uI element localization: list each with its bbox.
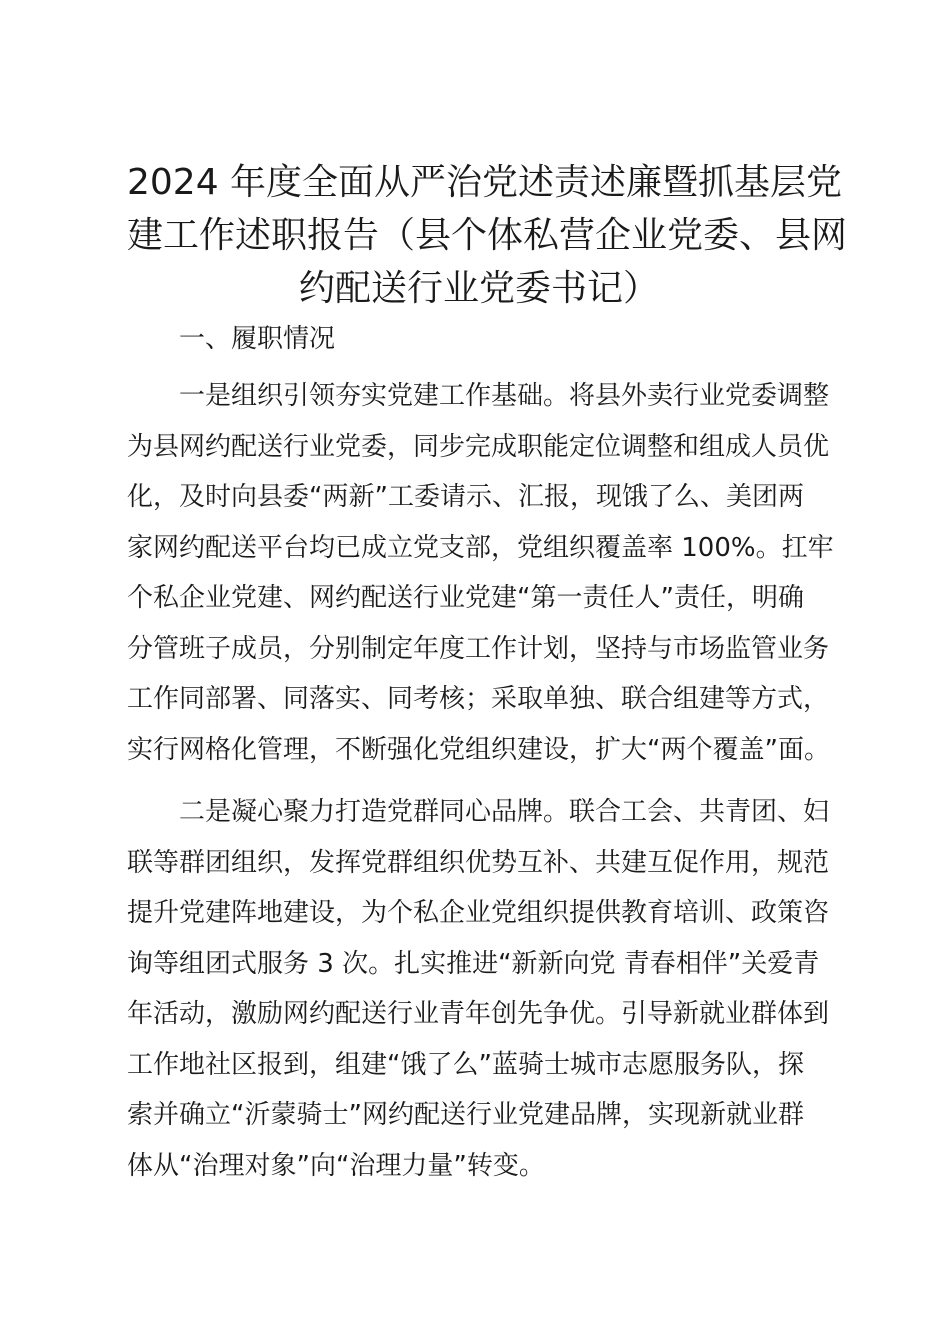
- paragraph-line: 二是凝心聚力打造党群同心品牌。联合工会、共青团、妇: [179, 797, 830, 827]
- title-line: 2024 年度全面从严治党述责述廉暨抓基层党: [127, 162, 843, 203]
- paragraph-line: 化，及时向县委“两新”工委请示、汇报，现饿了么、美团两: [127, 482, 804, 512]
- paragraph-line: 索并确立“沂蒙骑士”网约配送行业党建品牌，实现新就业群: [127, 1100, 804, 1130]
- paragraph-2: [127, 787, 831, 1191]
- paragraph-line: 询等组团式服务 3 次。扎实推进“新新向党 青春相伴”关爱青: [127, 948, 820, 979]
- paragraph-line: 实行网格化管理，不断强化党组织建设，扩大“两个覆盖”面。: [127, 734, 830, 765]
- paragraph-line: 一是组织引领夯实党建工作基础。将县外卖行业党委调整: [179, 381, 830, 411]
- paragraph-line: 家网约配送平台均已成立党支部，党组织覆盖率 100%。扛牢: [127, 532, 834, 563]
- title-line: 建工作述职报告（县个体私营企业党委、县网: [127, 215, 848, 256]
- document-page: [127, 156, 848, 1191]
- paragraph-line: 工作同部署、同落实、同考核；采取单独、联合组建等方式，: [127, 684, 830, 714]
- document-title: [127, 156, 848, 315]
- paragraph-line: 体从“治理对象”向“治理力量”转变。: [127, 1150, 545, 1181]
- paragraph-1: [127, 371, 834, 775]
- paragraph-line: 工作地社区报到，组建“饿了么”蓝骑士城市志愿服务队，探: [127, 1049, 804, 1080]
- paragraph-line: 分管班子成员，分别制定年度工作计划，坚持与市场监管业务: [127, 633, 830, 664]
- title-line: 约配送行业党委书记）: [298, 268, 659, 309]
- paragraph-line: 为县网约配送行业党委，同步完成职能定位调整和组成人员优: [127, 431, 830, 462]
- paragraph-line: 提升党建阵地建设，为个私企业党组织提供教育培训、政策咨: [127, 898, 830, 928]
- paragraph-line: 个私企业党建、网约配送行业党建“第一责任人”责任，明确: [127, 583, 804, 613]
- paragraph-line: 年活动，激励网约配送行业青年创先争优。引导新就业群体到: [127, 999, 830, 1029]
- section-heading: 一、履职情况: [179, 324, 336, 354]
- paragraph-line: 联等群团组织，发挥党群组织优势互补、共建互促作用，规范: [127, 847, 830, 878]
